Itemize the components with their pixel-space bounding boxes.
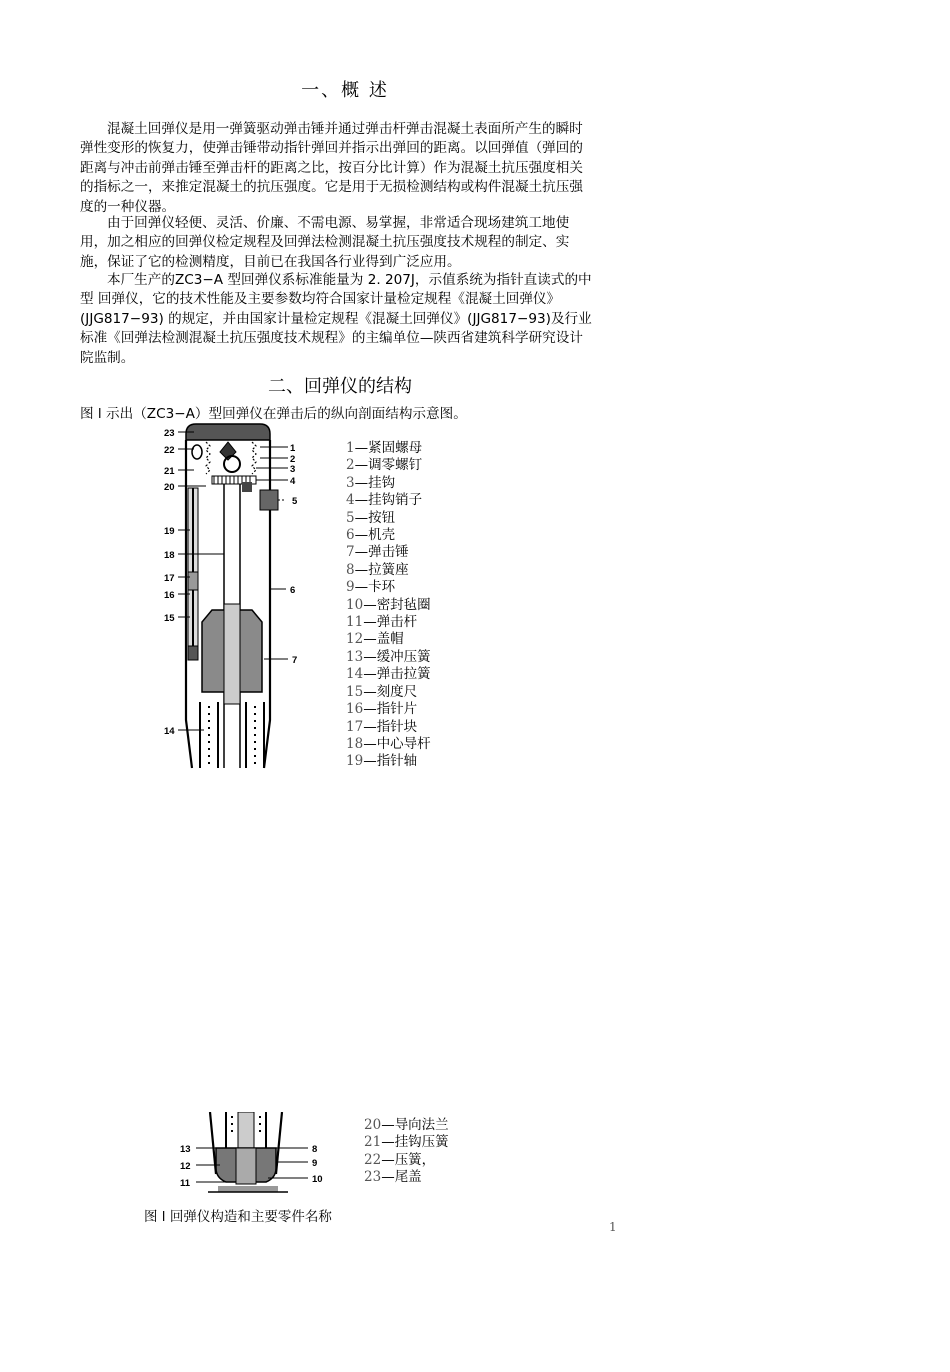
callout-11: 11 bbox=[180, 1178, 191, 1189]
part-item: 2—调零螺钉 bbox=[346, 457, 423, 474]
paragraph-3: 本厂生产的ZC3−A 型回弹仪系标准能量为 2. 207J，示值系统为指针直读式的中型 回弹仪，它的技术性能及主要参数均符合国家计量检定规程《混凝土回弹仪》(JJG817−93) 的规定，并由国家计量检定规程《混凝土回弹仪》(JJG817−93)及行业标准《回弹法检测混凝土抗压强度技术规程》的主编单位—陕西省建筑科学研究设计院监制。 bbox=[80, 272, 592, 366]
callout-17: 17 bbox=[164, 573, 175, 584]
part-item: 8—拉簧座 bbox=[346, 561, 409, 578]
part-item: 11—弹击杆 bbox=[346, 614, 418, 631]
part-item: 3—挂钩 bbox=[346, 474, 396, 491]
part-item: 15—刻度尺 bbox=[346, 683, 418, 700]
callout-19: 19 bbox=[164, 526, 175, 537]
part-item: 1—紧固螺母 bbox=[346, 440, 423, 456]
callout-3: 3 bbox=[290, 464, 296, 475]
callout-7: 7 bbox=[292, 655, 298, 666]
figure-intro: 图 l 示出（ZC3−A）型回弹仪在弹击后的纵向剖面结构示意图。 bbox=[80, 406, 467, 422]
part-item: 20—导向法兰 bbox=[364, 1117, 449, 1133]
part-item: 6—机壳 bbox=[346, 527, 396, 544]
part-item: 12—盖帽 bbox=[346, 631, 404, 648]
callout-6: 6 bbox=[290, 585, 296, 596]
parts-list-continued bbox=[364, 1117, 449, 1187]
figure-caption: 图 l 回弹仪构造和主要零件名称 bbox=[144, 1209, 332, 1225]
part-item: 5—按钮 bbox=[346, 509, 396, 526]
part-item: 13—缓冲压簧 bbox=[346, 648, 431, 665]
callout-14: 14 bbox=[164, 726, 175, 737]
part-item: 9—卡环 bbox=[346, 579, 396, 596]
section2-title: 二、回弹仪的结构 bbox=[268, 376, 412, 397]
part-item: 18—中心导杆 bbox=[346, 735, 431, 752]
part-item: 10—密封毡圈 bbox=[346, 596, 431, 613]
callout-16: 16 bbox=[164, 590, 175, 601]
callout-18: 18 bbox=[164, 550, 175, 561]
callout-9: 9 bbox=[312, 1158, 318, 1169]
page-number: 1 bbox=[609, 1220, 617, 1234]
callout-13: 13 bbox=[180, 1144, 191, 1155]
paragraph-1: 混凝土回弹仪是用一弹簧驱动弹击锤并通过弹击杆弹击混凝土表面所产生的瞬时弹性变形的恢复力，使弹击锤带动指针弹回并指示出弹回的距离。以回弹值（弹回的距离与冲击前弹击锤至弹击杆的距离之比，按百分比计算）作为混凝土抗压强度相关的指标之一，来推定混凝土的抗压强度。它是用于无损检测结构或构件混凝土抗压强度的一种仪器。 bbox=[80, 121, 583, 215]
callout-1: 1 bbox=[290, 443, 296, 454]
part-item: 22—压簧， bbox=[364, 1151, 436, 1168]
callout-20: 20 bbox=[164, 482, 175, 493]
callout-2: 2 bbox=[290, 454, 296, 465]
section1-title: 一、概 述 bbox=[301, 80, 389, 101]
callout-22: 22 bbox=[164, 445, 175, 456]
callout-12: 12 bbox=[180, 1161, 191, 1172]
part-item: 23—尾盖 bbox=[364, 1169, 422, 1186]
parts-list bbox=[346, 440, 431, 771]
part-item: 19—指针轴 bbox=[346, 753, 418, 770]
part-item: 17—指针块 bbox=[346, 718, 418, 735]
part-item: 16—指针片 bbox=[346, 701, 418, 718]
callout-5: 5 bbox=[292, 496, 298, 507]
part-item: 21—挂钩压簧 bbox=[364, 1134, 449, 1151]
part-item: 7—弹击锤 bbox=[346, 544, 409, 561]
part-item: 14—弹击拉簧 bbox=[346, 666, 431, 683]
part-item: 4—挂钩销子 bbox=[346, 492, 423, 509]
rebound-hammer-tip-diagram bbox=[178, 1112, 338, 1202]
callout-23: 23 bbox=[164, 428, 175, 439]
paragraph-2: 由于回弹仪轻便、灵活、价廉、不需电源、易掌握，非常适合现场建筑工地使用，加之相应的回弹仪检定规程及回弹法检测混凝土抗压强度技术规程的制定、实施，保证了它的检测精度，目前已在我国各行业得到广泛应用。 bbox=[80, 215, 570, 270]
callout-10: 10 bbox=[312, 1174, 323, 1185]
callout-4: 4 bbox=[290, 476, 296, 487]
rebound-hammer-diagram bbox=[160, 420, 310, 770]
callout-8: 8 bbox=[312, 1144, 318, 1155]
callout-15: 15 bbox=[164, 613, 175, 624]
callout-21: 21 bbox=[164, 466, 175, 477]
